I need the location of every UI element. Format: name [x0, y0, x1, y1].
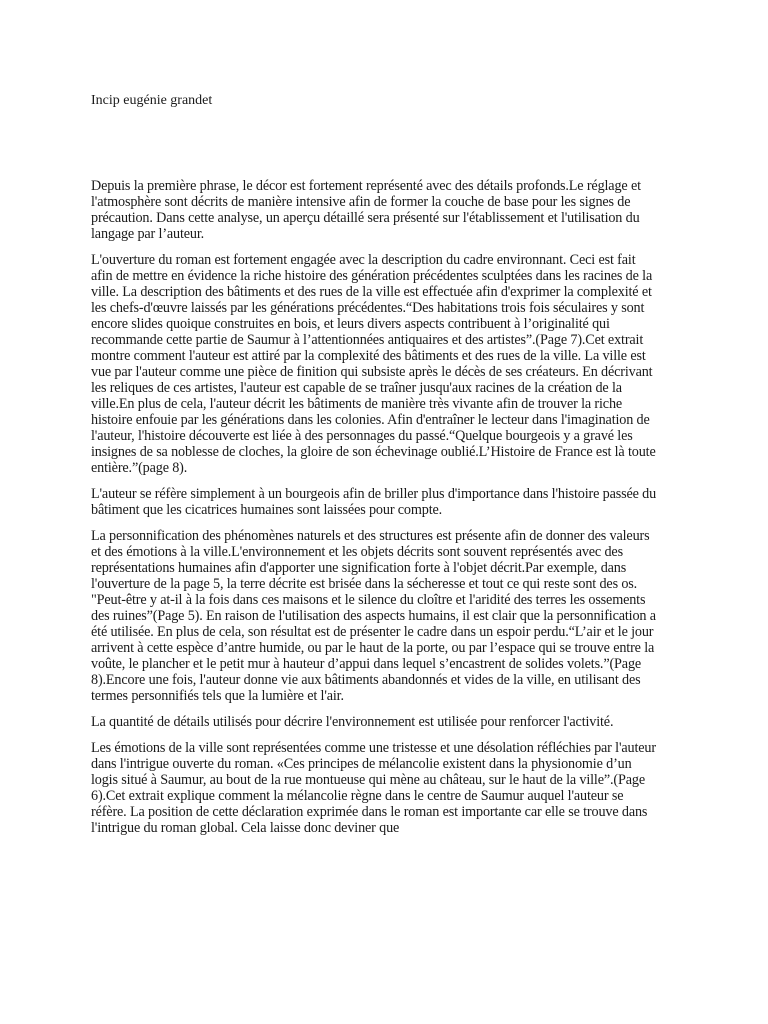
paragraph-emotions: Les émotions de la ville sont représentées comme une tristesse et une désolation réfléchies par l'auteur dans l'intrigue ouverte du roman. «Ces principes de mélancolie existent dans la physionomie d’un logis situé à Saumur, au bout de la rue montueuse qui mène au château, sur le haut de la ville”.(Page 6).Cet extrait explique comment la mélancolie règne dans le centre de Saumur auquel l'auteur se réfère. La position de cette déclaration exprimée dans le roman est importante car elle se trouve dans l'intrigue du roman global. Cela laisse donc deviner que [91, 740, 656, 836]
paragraph-intro: Depuis la première phrase, le décor est fortement représenté avec des détails profonds.Le réglage et l'atmosphère sont décrits de manière intensive afin de former la couche de base pour les signes de précaution. Dans cette analyse, un aperçu détaillé sera présenté sur l'établissement et l'utilisation du langage par l’auteur. [91, 178, 641, 242]
paragraph-personification: La personnification des phénomènes naturels et des structures est présente afin de donner des valeurs et des émotions à la ville.L'environnement et les objets décrits sont souvent représentés avec des représentations humaines afin d'apporter une signification forte à l'objet décrit.Par exemple, dans l'ouverture de la page 5, la terre décrite est brisée dans la sécheresse et tout ce qui reste sont des os. "Peut-être y at-il à la fois dans ces maisons et le silence du cloître et l'aridité des terres les ossements des ruines”(Page 5). En raison de l'utilisation des aspects humains, il est clair que la personnification a été utilisée. En plus de cela, son résultat est de présenter le cadre dans un espoir perdu.“L’air et le jour arrivent à cette espèce d’antre humide, ou par le haut de la porte, ou par l’espace qui se trouve entre la voûte, le plancher et le petit mur à hauteur d’appui dans lequel s’encastrent de solides volets.”(Page 8).Encore une fois, l'auteur donne vie aux bâtiments abandonnés et vides de la ville, en utilisant des termes personnifiés tels que la lumière et l'air. [91, 528, 656, 704]
paragraph-details: La quantité de détails utilisés pour décrire l'environnement est utilisée pour renforcer l'activité. [91, 714, 614, 730]
document-body [91, 178, 657, 846]
paragraph-opening: L'ouverture du roman est fortement engagée avec la description du cadre environnant. Ceci est fait afin de mettre en évidence la riche histoire des génération précédentes sculptées dans les racines de la ville. La description des bâtiments et des rues de la ville est effectuée afin d'exprimer la complexité et les chefs-d'œuvre laissés par les générations précédentes.“Des habitations trois fois séculaires y sont encore slides quoique construites en bois, et leurs divers aspects contribuent à l’originalité qui recommande cette partie de Saumur à l’attentionnées antiquaires et des artistes”.(Page 7).Cet extrait montre comment l'auteur est attiré par la complexité des bâtiments et des rues de la ville. La ville est vue par l'auteur comme une pièce de finition qui subsiste après le décès de ses créateurs. En décrivant les reliques de ces artistes, l'auteur est capable de se traîner jusqu'aux racines de la création de la ville.En plus de cela, l'auteur décrit les bâtiments de manière très vivante afin de trouver la riche histoire enfouie par les générations dans les colonies. Afin d'entraîner le lecteur dans l'imagination de l'auteur, l'histoire découverte est liée à des personnages du passé.“Quelque bourgeois y a gravé les insignes de sa noblesse de cloches, la gloire de son échevinage oublié.L’Histoire de France est là toute entière.”(page 8). [91, 252, 656, 476]
paragraph-bourgeois: L'auteur se réfère simplement à un bourgeois afin de briller plus d'importance dans l'histoire passée du bâtiment que les cicatrices humaines sont laissées pour compte. [91, 486, 657, 518]
document-title: Incip eugénie grandet [91, 93, 213, 108]
